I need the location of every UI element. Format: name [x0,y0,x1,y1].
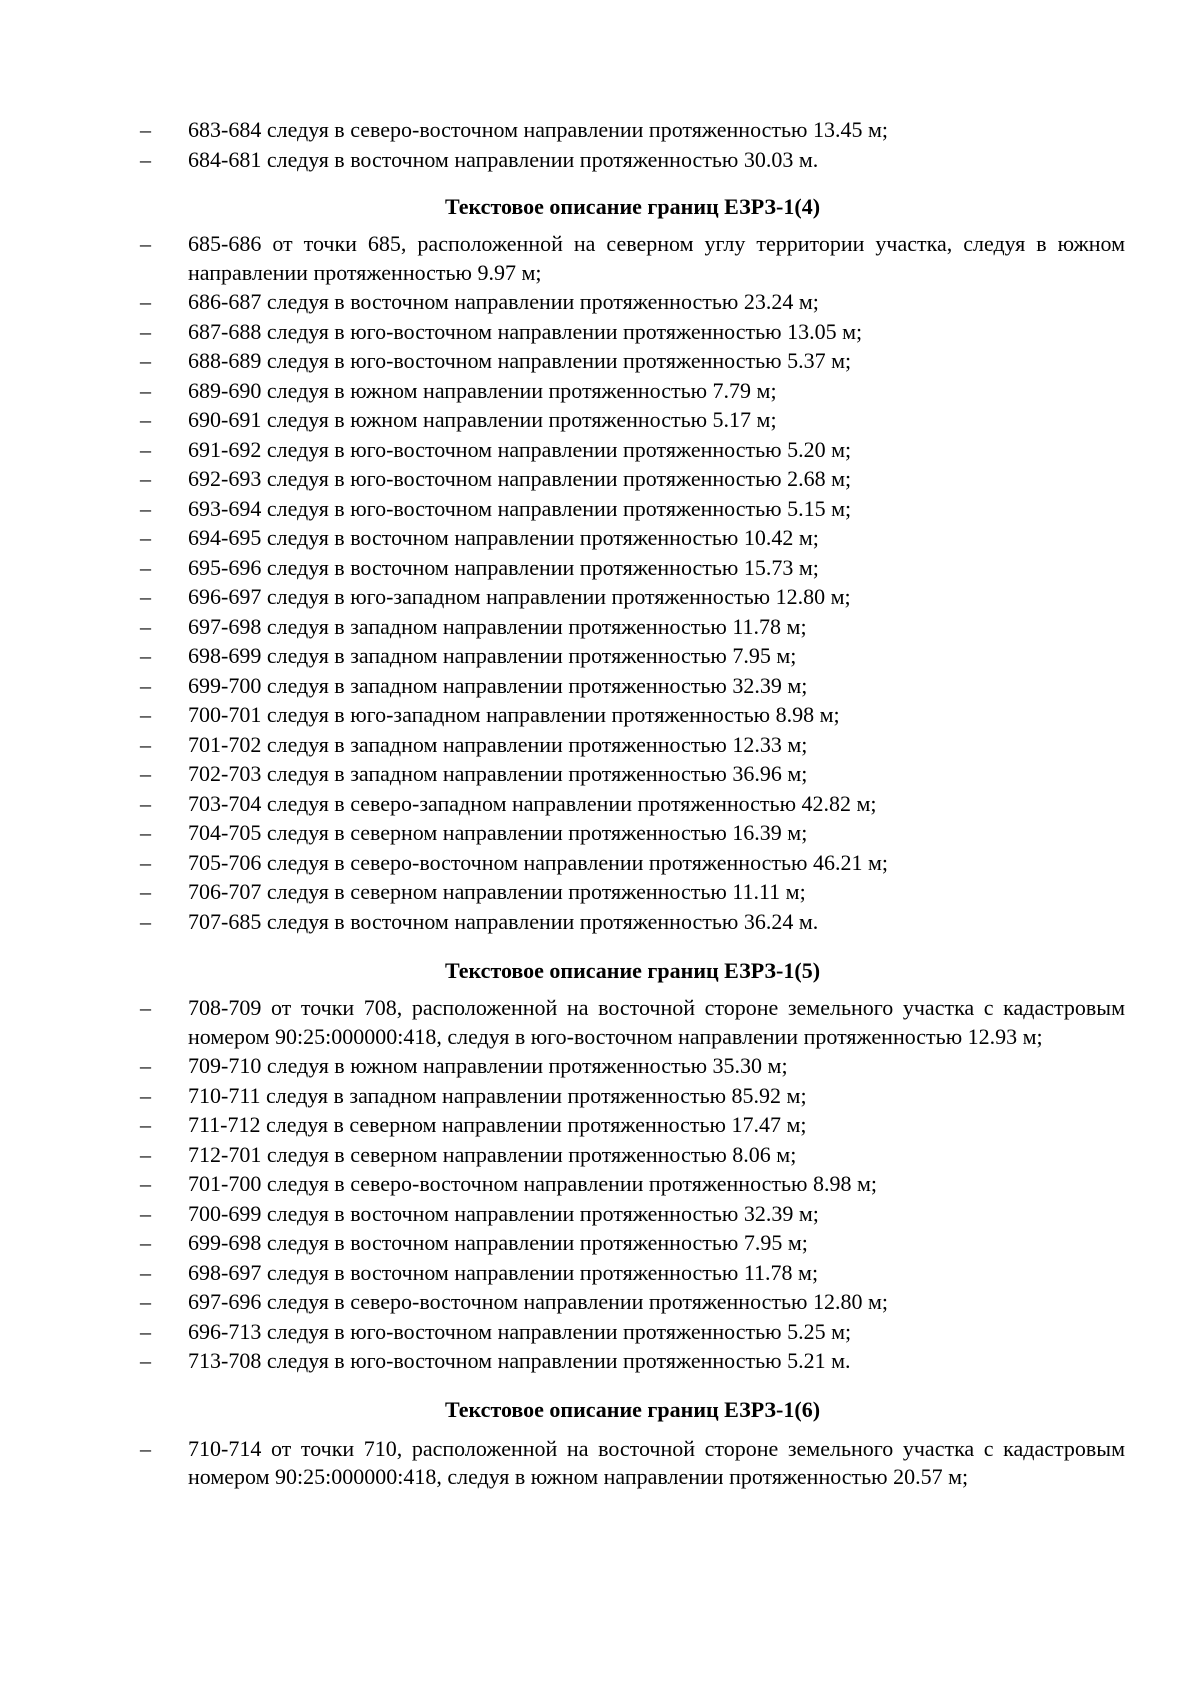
list-item: – 696-713 следуя в юго-восточном направлении протяженностью 5.25 м; [140,1318,852,1344]
list-item: – 697-698 следуя в западном направлении протяженностью 11.78 м; [140,613,807,639]
list-item: – 688-689 следуя в юго-восточном направлении протяженностью 5.37 м; [140,348,852,373]
list-item: – 713-708 следуя в юго-восточном направлении протяженностью 5.21 м. [140,1348,851,1373]
list-item: – 694-695 следуя в восточном направлении протяженностью 10.42 м; [140,525,819,550]
list-item: – 708-709 от точки 708, расположенной на восточной стороне земельного участка с кадастровым номером 90:25:000000:418, следуя в юго-восточном направлении протяженностью 12.93 м; [140,995,1125,1049]
list-item: – 712-701 следуя в северном направлении протяженностью 8.06 м; [140,1141,797,1167]
list-item: – 698-697 следуя в восточном направлении протяженностью 11.78 м; [140,1259,819,1285]
list-item: – 706-707 следуя в северном направлении протяженностью 11.11 м; [140,879,806,904]
list-item: – 700-699 следуя в восточном направлении протяженностью 32.39 м; [140,1200,819,1226]
list-item: – 701-700 следуя в северо-восточном направлении протяженностью 8.98 м; [140,1171,878,1196]
list-item: – 695-696 следуя в восточном направлении протяженностью 15.73 м; [140,554,819,580]
list-item: – 693-694 следуя в юго-восточном направлении протяженностью 5.15 м; [140,495,852,521]
list-item: – 685-686 от точки 685, расположенной на северном углу территории участка, следуя в южном направлении протяженностью 9.97 м; [140,231,1125,285]
list-item: – 701-702 следуя в западном направлении протяженностью 12.33 м; [140,731,808,757]
list-item: – 696-697 следуя в юго-западном направлении протяженностью 12.80 м; [140,584,851,609]
boundary-list-ezrz-1-4 [140,230,1125,936]
list-item: – 711-712 следуя в северном направлении протяженностью 17.47 м; [140,1112,807,1137]
list-item: – 700-701 следуя в юго-западном направлении протяженностью 8.98 м; [140,702,840,727]
page-content [140,115,1125,1492]
list-item: – 683-684 следуя в северо-восточном направлении протяженностью 13.45 м; [140,117,889,142]
list-item: – 697-696 следуя в северо-восточном направлении протяженностью 12.80 м; [140,1289,889,1314]
list-item: – 710-714 от точки 710, расположенной на восточной стороне земельного участка с кадастровым номером 90:25:000000:418, следуя в южном направлении протяженностью 20.57 м; [140,1435,1125,1489]
list-item: – 691-692 следуя в юго-восточном направлении протяженностью 5.20 м; [140,436,852,462]
list-item: – 692-693 следуя в юго-восточном направлении протяженностью 2.68 м; [140,466,852,491]
list-item: – 690-691 следуя в южном направлении протяженностью 5.17 м; [140,407,777,432]
boundary-list-ezrz-1-5 [140,994,1125,1376]
list-item: – 702-703 следуя в западном направлении протяженностью 36.96 м; [140,761,808,786]
list-item: – 699-698 следуя в восточном направлении протяженностью 7.95 м; [140,1230,808,1255]
boundary-list-ezrz-1-6 [140,1435,1125,1492]
list-item: – 687-688 следуя в юго-восточном направлении протяженностью 13.05 м; [140,318,863,344]
list-item: – 698-699 следуя в западном направлении протяженностью 7.95 м; [140,643,797,668]
section-heading-ezrz-1-6: Текстовое описание границ ЕЗРЗ-1(6) [444,1396,821,1422]
list-item: – 705-706 следуя в северо-восточном направлении протяженностью 46.21 м; [140,849,889,875]
list-item: – 709-710 следуя в южном направлении протяженностью 35.30 м; [140,1053,788,1078]
list-item: – 689-690 следуя в южном направлении протяженностью 7.79 м; [140,377,777,403]
list-item: – 710-711 следуя в западном направлении протяженностью 85.92 м; [140,1082,807,1108]
section-heading-ezrz-1-4: Текстовое описание границ ЕЗРЗ-1(4) [444,194,821,219]
list-item: – 707-685 следуя в восточном направлении протяженностью 36.24 м. [140,908,819,934]
section-heading-ezrz-1-5: Текстовое описание границ ЕЗРЗ-1(5) [444,958,821,983]
list-item: – 684-681 следуя в восточном направлении протяженностью 30.03 м. [140,146,819,172]
list-item: – 704-705 следуя в северном направлении протяженностью 16.39 м; [140,820,808,845]
list-item: – 703-704 следуя в северо-западном направлении протяженностью 42.82 м; [140,790,877,816]
list-item: – 686-687 следуя в восточном направлении протяженностью 23.24 м; [140,289,819,314]
list-item: – 699-700 следуя в западном направлении протяженностью 32.39 м; [140,672,808,698]
boundary-list-continued [140,115,1125,174]
